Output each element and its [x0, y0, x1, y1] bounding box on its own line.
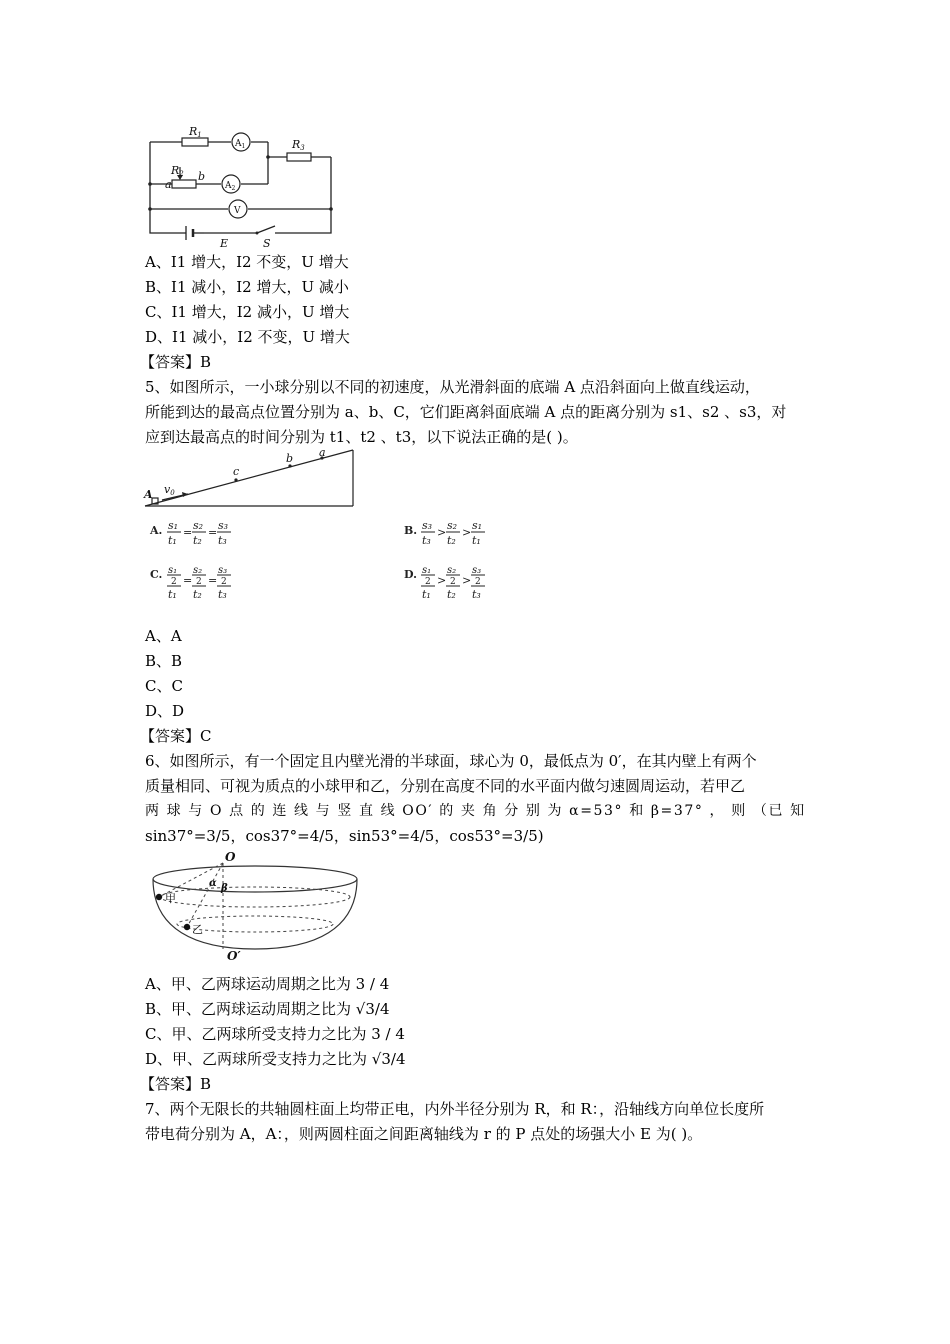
formula-a [149, 519, 231, 547]
hemisphere-figure [145, 849, 370, 961]
ball-jia [156, 894, 162, 900]
r3-resistor [287, 153, 311, 161]
svg-text:t₃: t₃ [218, 534, 227, 547]
svg-text:t₃: t₃ [472, 588, 481, 601]
q6-text-line-3: 两 球 与 O 点 的 连 线 与 竖 直 线 OO′ 的 夹 角 分 别 为 α=53° 和 β=37° ， 则 （已 知 [145, 803, 806, 819]
svg-text:>: > [462, 526, 472, 539]
svg-text:>: > [437, 574, 447, 587]
q6-option-b: B、甲、乙两球运动周期之比为 √3/4 [145, 1000, 390, 1018]
svg-text:A1: $A_1$ [235, 139, 246, 150]
svg-text:S: S [263, 237, 271, 250]
svg-text:O′: O′ [227, 949, 241, 961]
formula-d [404, 565, 485, 601]
q5-text-line-3: 应到达最高点的时间分别为 t1、t2 、t3，以下说法正确的是( )。 [145, 428, 578, 446]
svg-text:s₁: s₁ [422, 565, 432, 576]
r1-resistor [182, 138, 208, 146]
svg-text:s₂: s₂ [447, 519, 458, 532]
q5-answer: 【答案】C [140, 727, 212, 745]
q5-option-b: B、B [145, 652, 183, 670]
q6-option-c: C、甲、乙两球所受支持力之比为 3 / 4 [145, 1025, 405, 1043]
svg-text:s₂: s₂ [447, 565, 457, 576]
svg-text:=: = [183, 526, 193, 539]
svg-text:=: = [208, 526, 218, 539]
svg-text:v0: v0 [164, 483, 175, 497]
svg-text:甲: 甲 [165, 892, 176, 905]
svg-text:t₁: t₁ [168, 534, 177, 547]
svg-text:>: > [437, 526, 447, 539]
r2-rheostat [172, 180, 196, 188]
svg-text:s₂: s₂ [193, 519, 204, 532]
svg-text:b: b [286, 452, 294, 465]
svg-text:a: a [165, 178, 172, 191]
svg-text:2: 2 [425, 577, 431, 587]
svg-text:t₃: t₃ [218, 588, 227, 601]
svg-text:s₁: s₁ [472, 519, 483, 532]
q4-answer: 【答案】B [140, 353, 212, 371]
q6-text-line-1: 6、如图所示，有一个固定且内壁光滑的半球面，球心为 0，最低点为 0′，在其内壁上有两个 [145, 752, 757, 770]
svg-text:>: > [462, 574, 472, 587]
svg-text:A2: $A_2$ [225, 181, 236, 192]
q4-option-a: A、I1 增大，I2 不变，U 增大 [145, 253, 349, 271]
svg-text:t₂: t₂ [193, 534, 202, 547]
q7-text-line-2: 带电荷分别为 A，A：，则两圆柱面之间距离轴线为 r 的 P 点处的场强大小 E 为( )。 [145, 1125, 703, 1143]
svg-text:2: 2 [196, 577, 202, 587]
q6-option-a: A、甲、乙两球运动周期之比为 3 / 4 [145, 975, 390, 993]
svg-text:A: A [144, 488, 153, 501]
q4-option-c: C、I1 增大，I2 减小，U 增大 [145, 303, 350, 321]
svg-text:β: β [221, 883, 228, 894]
q5-option-a: A、A [145, 627, 182, 645]
svg-text:2: 2 [221, 577, 227, 587]
svg-text:t₂: t₂ [447, 534, 456, 547]
svg-text:D.: D. [404, 568, 417, 581]
q5-option-d: D、D [145, 702, 185, 720]
svg-text:t₂: t₂ [193, 588, 202, 601]
q4-option-d: D、I1 减小，I2 不变，U 增大 [145, 328, 350, 346]
q6-option-d: D、甲、乙两球所受支持力之比为 √3/4 [145, 1050, 406, 1068]
svg-text:E: E [220, 237, 229, 250]
svg-text:B.: B. [404, 524, 418, 537]
incline-figure [140, 448, 360, 510]
svg-text:b: b [198, 170, 206, 183]
svg-text:t₁: t₁ [472, 534, 481, 547]
svg-text:2: 2 [450, 577, 456, 587]
q5-formula-options [140, 514, 500, 606]
svg-text:O: O [225, 850, 236, 864]
svg-text:s₃: s₃ [218, 519, 229, 532]
svg-text:V: V [234, 206, 241, 216]
svg-text:2: 2 [171, 577, 177, 587]
q6-text-line-2: 质量相同、可视为质点的小球甲和乙，分别在高度不同的水平面内做匀速圆周运动，若甲乙 [145, 777, 746, 795]
svg-text:A.: A. [150, 524, 163, 537]
q5-option-c: C、C [145, 677, 183, 695]
svg-text:s₃: s₃ [472, 565, 482, 576]
r2-label: R2 [171, 164, 184, 178]
svg-text:a: a [319, 448, 326, 459]
svg-text:t₁: t₁ [422, 588, 431, 601]
r3-label: R3 [292, 138, 305, 152]
svg-text:=: = [183, 574, 193, 587]
svg-text:2: 2 [475, 577, 481, 587]
svg-text:t₁: t₁ [168, 588, 177, 601]
q6-text-line-4: sin37°=3/5，cos37°=4/5，sin53°=4/5，cos53°=3/5) [145, 827, 544, 845]
svg-text:s₂: s₂ [193, 565, 203, 576]
formula-b [404, 519, 485, 547]
r1-label: R1 [189, 126, 202, 139]
q5-text-line-1: 5、如图所示，一小球分别以不同的初速度，从光滑斜面的底端 A 点沿斜面向上做直线运动， [145, 378, 760, 396]
svg-text:乙: 乙 [192, 923, 203, 936]
svg-text:=: = [208, 574, 218, 587]
circuit-figure [140, 126, 340, 251]
q7-text-line-1: 7、两个无限长的共轴圆柱面上均带正电，内外半径分别为 R，和 R：，沿轴线方向单位长度所 [145, 1100, 765, 1118]
svg-text:t₃: t₃ [422, 534, 431, 547]
svg-text:α: α [209, 878, 217, 889]
svg-text:s₁: s₁ [168, 519, 179, 532]
svg-text:c: c [233, 465, 240, 478]
q5-text-line-2: 所能到达的最高点位置分别为 a、b、C，它们距离斜面底端 A 点的距离分别为 s1、s2 、s3，对 [145, 403, 787, 421]
svg-text:s₃: s₃ [218, 565, 228, 576]
ball-yi [184, 924, 190, 930]
q4-option-b: B、I1 减小，I2 增大，U 减小 [145, 278, 349, 296]
q6-answer: 【答案】B [140, 1075, 212, 1093]
formula-c [150, 565, 231, 601]
svg-text:C.: C. [150, 568, 163, 581]
svg-text:s₁: s₁ [168, 565, 178, 576]
svg-text:t₂: t₂ [447, 588, 456, 601]
svg-text:s₃: s₃ [422, 519, 433, 532]
